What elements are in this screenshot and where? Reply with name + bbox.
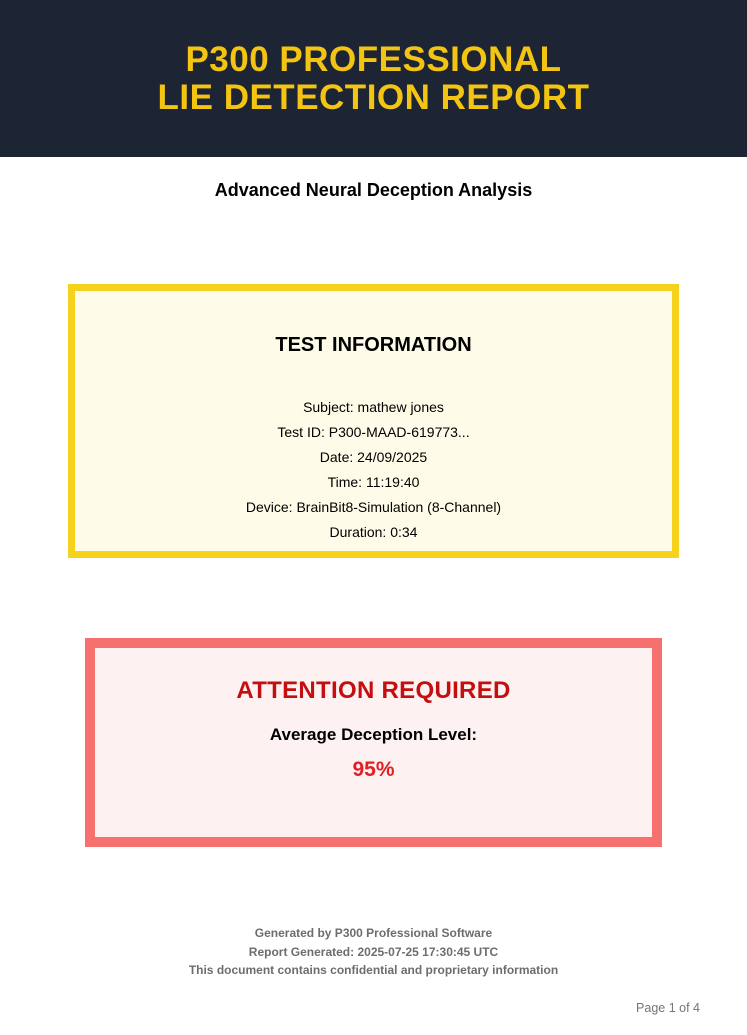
- report-footer: [0, 924, 747, 980]
- footer-line-confidential: This document contains confidential and proprietary information: [188, 963, 559, 977]
- report-subtitle: Advanced Neural Deception Analysis: [214, 180, 533, 200]
- report-title-line-1: P300 PROFESSIONAL: [185, 39, 562, 79]
- test-info-line-device: Device: BrainBit8-Simulation (8-Channel): [245, 499, 502, 515]
- footer-line-generated-by: Generated by P300 Professional Software: [254, 926, 493, 940]
- test-info-lines: [75, 395, 672, 545]
- test-info-line-subject: Subject: mathew jones: [303, 399, 444, 415]
- test-info-line-duration: Duration: 0:34: [329, 524, 418, 540]
- report-header: [0, 0, 747, 157]
- report-title: [158, 41, 590, 117]
- page-indicator: Page 1 of 4: [636, 1000, 700, 1015]
- footer-line-report-generated: Report Generated: 2025-07-25 17:30:45 UTC: [248, 944, 499, 959]
- test-info-heading: TEST INFORMATION: [275, 334, 472, 356]
- attention-alert-box: [85, 638, 662, 847]
- test-info-box: [68, 284, 679, 558]
- test-info-line-time: Time: 11:19:40: [327, 474, 420, 490]
- alert-heading: ATTENTION REQUIRED: [236, 677, 511, 704]
- deception-level-value: 95%: [352, 758, 395, 781]
- report-title-line-2: LIE DETECTION REPORT: [157, 77, 590, 117]
- test-info-line-test-id: Test ID: P300-MAAD-619773...: [277, 424, 470, 440]
- test-info-line-date: Date: 24/09/2025: [319, 449, 428, 465]
- deception-level-label: Average Deception Level:: [269, 725, 478, 744]
